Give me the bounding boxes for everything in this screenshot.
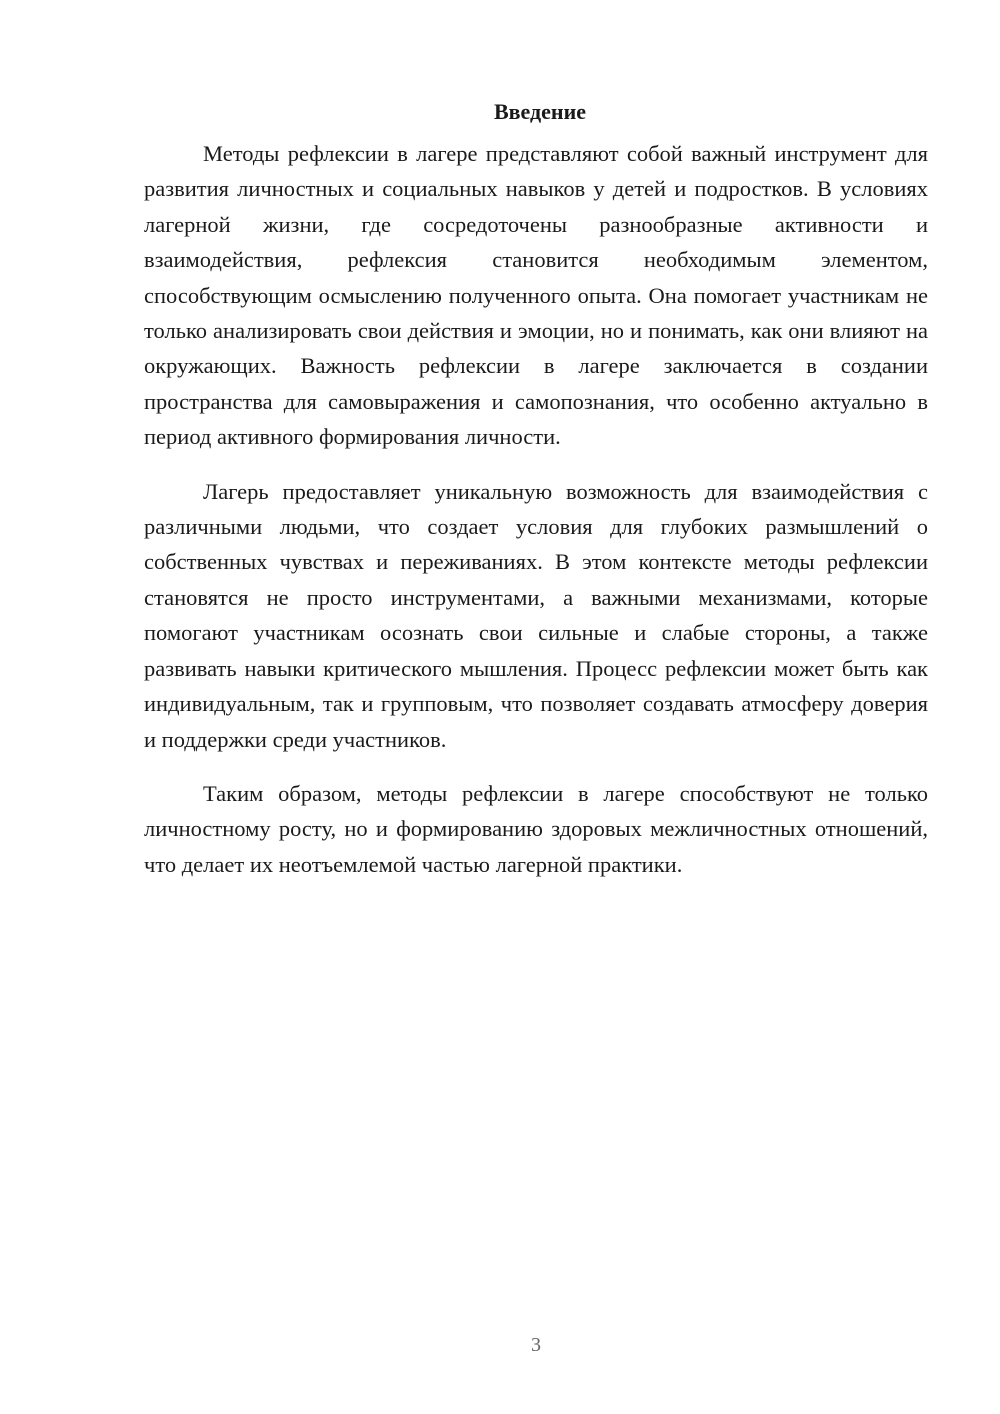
paragraph-2: Лагерь предоставляет уникальную возможность для взаимодействия с различными людьми, что создает условия для глубоких размышлений о собственных чувствах и переживаниях. В этом контексте методы рефлексии становятся не просто инструментами, а важными механизмами, которые помогают участникам осознать свои сильные и слабые стороны, а также развивать навыки критического мышления. Процесс рефлексии может быть как индивидуальным, так и групповым, что позволяет создавать атмосферу доверия и поддержки среди участников. (144, 478, 928, 752)
page-content (144, 98, 928, 901)
section-title: Введение (493, 99, 587, 124)
paragraph-3: Таким образом, методы рефлексии в лагере способствуют не только личностному росту, но и формированию здоровых межличностных отношений, что делает их неотъемлемой частью лагерной практики. (144, 780, 928, 877)
paragraph-1: Методы рефлексии в лагере представляют собой важный инструмент для развития личностных и социальных навыков у детей и подростков. В условиях лагерной жизни, где сосредоточены разнообразные активности и взаимодействия, рефлексия становится необходимым элементом, способствующим осмыслению полученного опыта. Она помогает участникам не только анализировать свои действия и эмоции, но и понимать, как они влияют на окружающих. Важность рефлексии в лагере заключается в создании пространства для самовыражения и самопознания, что особенно актуально в период активного формирования личности. (144, 141, 928, 450)
page-number: 3 (531, 1334, 541, 1356)
